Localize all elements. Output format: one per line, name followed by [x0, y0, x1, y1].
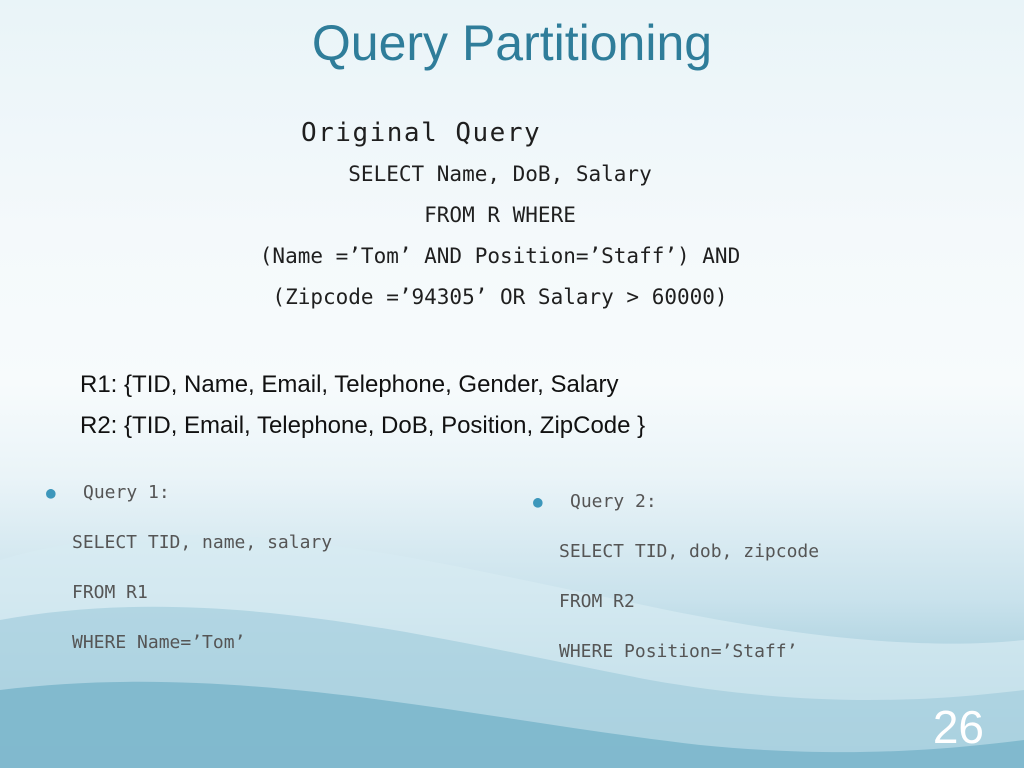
original-query-block: [0, 118, 1000, 318]
original-query-line: FROM R WHERE: [424, 203, 576, 227]
query-1-line: SELECT TID, name, salary: [72, 532, 333, 553]
relations-block: [80, 364, 645, 446]
query-2-line: FROM R2: [559, 591, 635, 612]
query-2-block: [533, 489, 820, 689]
original-query-heading: Original Query: [301, 118, 542, 148]
query-1-block: [46, 480, 333, 680]
query-1-line: FROM R1: [72, 582, 148, 603]
original-query-line: (Name =’Tom’ AND Position=’Staff’) AND: [259, 244, 741, 268]
bullet-dot-icon: ●: [533, 492, 543, 511]
query-2-heading: Query 2:: [570, 491, 657, 512]
slide-title: Query Partitioning: [311, 15, 713, 71]
query-2-line: WHERE Position=’Staff’: [559, 641, 798, 662]
query-2-line: SELECT TID, dob, zipcode: [559, 541, 820, 562]
original-query-line: SELECT Name, DoB, Salary: [348, 162, 652, 186]
page-number: 26: [932, 701, 984, 753]
bullet-dot-icon: ●: [46, 483, 56, 502]
relation-r1: R1: {TID, Name, Email, Telephone, Gender, Salary: [80, 371, 619, 398]
relation-r2: R2: {TID, Email, Telephone, DoB, Position, ZipCode }: [80, 412, 646, 439]
query-2-heading-row: [533, 489, 819, 539]
original-query-line: (Zipcode =’94305’ OR Salary > 60000): [272, 285, 728, 309]
query-1-line: WHERE Name=’Tom’: [72, 632, 246, 653]
query-1-heading: Query 1:: [83, 482, 170, 503]
query-1-heading-row: [46, 480, 332, 530]
